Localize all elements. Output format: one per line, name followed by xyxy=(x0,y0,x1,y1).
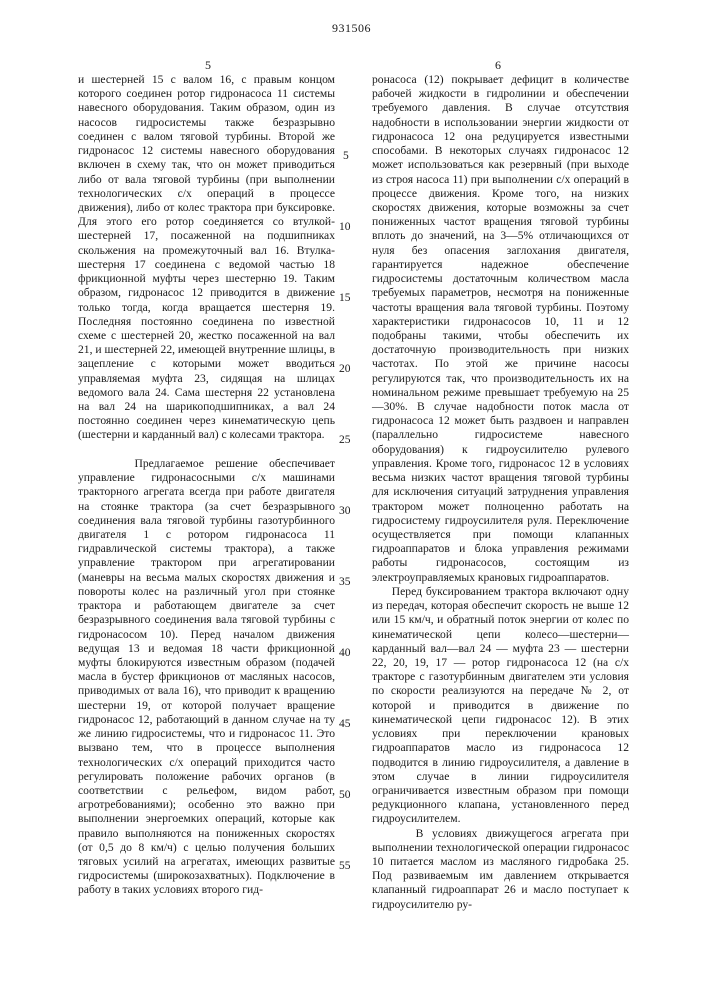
line-number-35: 35 xyxy=(339,576,351,588)
left-text-column: и шестерней 15 с валом 16, с правым концом которого соединен ротор гидронасоса 11 системы навесного оборудования. Таким образом, один из насосов гидросистемы также безразрывно соединен с валом тяговой турбины. Второй же гидронасос 12 системы навесного оборудования включен в схему так, что он может приводиться либо от вала тяговой турбины (при выполнении технологических с/х операций в процессе движения), либо от колес трактора при буксировке. Для этого его ротор соединяется со втулкой-шестерней 17, посаженной на подшипниках скольжения на промежуточный вал 16. Втулка-шестерня 17 соединена с ведомой частью 18 фрикционной муфты через шестерню 19. Таким образом, гидронасос 12 приводится в движение только тогда, когда вращается шестерня 19. Последняя постоянно соединена по известной схеме с шестерней 20, жестко посаженной на вал 21, и шестерней 22, имеющей внутренние шлицы, в зацепление с которыми может вводиться управляемая муфта 23, сидящая на шлицах ведомого вала 24. Сама шестерня 22 установлена на вал 24 на шарикоподшипниках, а вал 24 постоянно соединен через кинематическую цепь (шестерни и карданный вал) с колесами трактора. Предлагаемое решение обеспечивает управление гидронасосными с/х машинами тракторного агрегата всегда при работе двигателя на стоянке трактора (за счет безразрывного соединения вала тяговой турбины газотурбинного двигателя 1 с ротором гидронасоса 11 гидравлической системы трактора), а также управление трактором при агрегатировании (маневры на весьма малых скоростях движения и повороты колес на различный угол при стоянке трактора и работающем двигателе за счет безразрывного соединения вала тяговой турбины с гидронасосом 10). Перед началом движения ведущая 13 и ведомая 18 части фрикционной муфты блокируются известным образом (подачей масла в бустер фрикционов от масляных насосов, приводимых от вала 16), что приводит к вращению шестерни 19, от которой получает вращение гидронасос 12, работающий в данном случае на ту же линию гидросистемы, что и гидронасос 11. Это вызвано тем, что в процессе выполнения технологических с/х операций приходится часто регулировать положение рабочих органов (в соответствии с рельефом, видом работ, агротребованиями); особенно это важно при выполнении энергоемких операций, которые как правило выполняются на пониженных скоростях (от 0,5 до 8 км/ч) с целью получения больших тяговых усилий на агрегатах, имеющих развитые гидросистемы (широкозахватных). Подключение в работу в таких условиях второго гид- xyxy=(78,73,335,898)
left-page-number: 5 xyxy=(205,58,212,73)
line-number-50: 50 xyxy=(339,789,351,801)
line-number-55: 55 xyxy=(339,860,351,872)
line-number-25: 25 xyxy=(339,434,351,446)
line-number-45: 45 xyxy=(339,718,351,730)
line-number-10: 10 xyxy=(339,221,351,233)
line-number-20: 20 xyxy=(339,363,351,375)
line-number-40: 40 xyxy=(339,647,351,659)
line-number-15: 15 xyxy=(339,292,351,304)
line-number-5: 5 xyxy=(343,150,349,162)
right-page-number: 6 xyxy=(495,58,502,73)
line-number-30: 30 xyxy=(339,505,351,517)
patent-number: 931506 xyxy=(332,21,371,36)
right-text-column: ронасоса (12) покрывает дефицит в количестве рабочей жидкости в гидролинии и обеспечении требуемого давления. В случае отсутствия надобности в использовании энергии жидкости от гидронасоса 12 она редуцируется известными способами. В некоторых случаях гидронасос 12 может использоваться как резервный (при выходе из строя насоса 11) при выполнении с/х операций в процессе движения. Кроме того, на низких скоростях движения, которые возможны за счет пониженных частот вращения тяговой турбины вплоть до значений, на 3—5% отличающихся от нуля без опасения заглохания двигателя, гарантируется надежное обеспечение гидросистемы достаточным количеством масла требуемых параметров, несмотря на пониженные частоты вращения вала тяговой турбины. Поэтому характеристики гидронасосов 10, 11 и 12 подобраны такими, чтобы обеспечить их достаточную производительность при низких частотах. По этой же причине насосы регулируются так, что производительность их на номинальном режиме превышает требуемую на 25—30%. В случае надобности поток масла от гидронасоса 12 может быть раздвоен и направлен (параллельно гидросистеме навесного оборудования) к гидроусилителю рулевого управления. Кроме того, гидронасос 12 в условиях весьма низких частот вращения тяговой турбины для исключения ситуаций затруднения управления трактором может полноценно работать на гидросистему гидроусилителя руля. Переключение осуществляется при помощи клапанных гидроаппаратов и блока управления режимами работы гидронасосов, состоящим из электроуправляемых крановых гидроаппаратов. Перед буксированием трактора включают одну из передач, которая обеспечит скорость не выше 12 или 15 км/ч, и обратный поток энергии от колес по кинематической цепи колесо—шестерни—карданный вал—вал 24 — муфта 23 — шестерни 22, 20, 19, 17 — ротор гидронасоса 12 (на с/х тракторе с газотурбинным двигателем эти условия по скорости реализуются на передаче № 2, от которой и приводится в движение по кинематической цепи гидронасос 12). В этих условиях при переключении крановых гидроаппаратов масло из гидронасоса 12 подводится в линию гидроусилителя, а давление в этом случае в линии гидроусилителя ограничивается известным образом при помощи редукционного клапана, установленного перед гидроусилителем. В условиях движущегося агрегата при выполнении технологической операции гидронасос 10 питается маслом из масляного гидробака 25. Под развиваемым им давлением открывается клапанный гидроаппарат 26 и масло поступает к гидроусилителю ру- xyxy=(372,73,629,912)
